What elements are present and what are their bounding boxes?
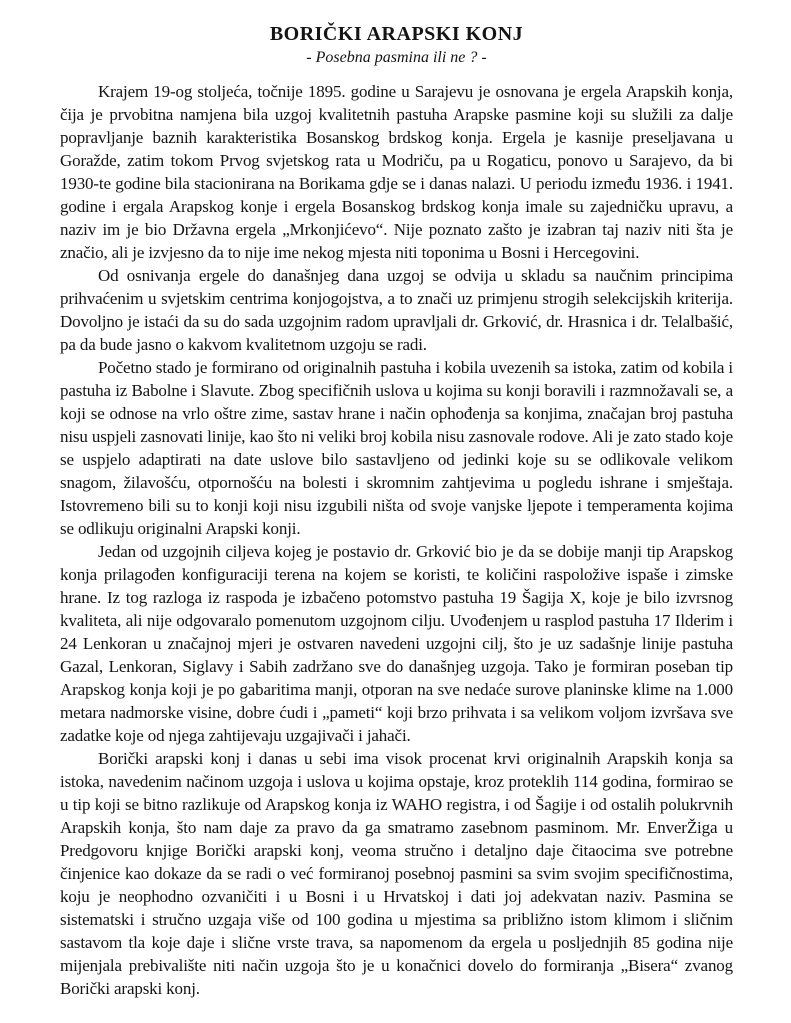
document-body: [60, 80, 733, 1000]
paragraph-1: Krajem 19-og stoljeća, točnije 1895. godine u Sarajevu je osnovana je ergela Arapskih konja, čija je prvobitna namjena bila uzgoj kvalitetnih pastuha Arapske pasmine koji su služili za dalje popravljanje baznih karakteristika Bosanskog brdskog konja. Ergela je kasnije preseljavana u Goražde, zatim tokom Prvog svjetskog rata u Modriču, pa u Rogaticu, ponovo u Sarajevo, da bi 1930-te godine bila stacionirana na Borikama gdje se i danas nalazi. U periodu između 1936. i 1941. godine i ergala Arapskog konje i ergela Bosanskog brdskog konja imale su zajedničku upravu, a naziv im je bio Državna ergela „Mrkonjićevo“. Nije poznato zašto je izabran taj naziv niti šta je značio, ali je izvjesno da to nije ime nekog mjesta niti toponima u Bosni i Hercegovini.: [60, 82, 733, 262]
document-subtitle: - Posebna pasmina ili ne ? -: [306, 49, 487, 66]
paragraph-2: Od osnivanja ergele do današnjeg dana uzgoj se odvija u skladu sa naučnim principima prihvaćenim u svjetskim centrima konjogojstva, a to znači uz primjenu strogih selekcijskih kriterija. Dovoljno je istaći da su do sada uzgojnim radom upravljali dr. Grković, dr. Hrasnica i dr. Telalbašić, pa da bude jasno o kakvom kvalitetnom uzgoju se radi.: [60, 266, 733, 354]
document-title: BORIČKI ARAPSKI KONJ: [269, 23, 524, 45]
paragraph-3: Početno stado je formirano od originalnih pastuha i kobila uvezenih sa istoka, zatim od kobila i pastuha iz Babolne i Slavute. Zbog specifičnih uslova u kojima su konji boravili i razmnožavali se, a koji se odnose na vrlo oštre zime, sastav hrane i način ophođenja sa konjima, značajan broj pastuha nisu uspjeli zasnovati linije, kao što ni veliki broj kobila nisu zasnovale rodove. Ali je zato stado koje se uspjelo adaptirati na date uslove bilo sastavljeno od jedinki koje su se odlikovale velikom snagom, žilavošću, otpornošću na bolesti i skromnim zahtjevima u pogledu ishrane i smještaja. Istovremeno bili su to konji koji nisu izgubili ništa od svoje vanjske ljepote i temperamenta kojima se odlikuju originalni Arapski konji.: [60, 358, 733, 538]
paragraph-4: Jedan od uzgojnih ciljeva kojeg je postavio dr. Grković bio je da se dobije manji tip Arapskog konja prilagođen konfiguraciji terena na kojem se koristi, te količini raspoložive ispaše i zimske hrane. Iz tog razloga iz raspoda je izbačeno potomstvo pastuha 19 Šagija X, koje je bilo izvrsnog kvaliteta, ali nije odgovaralo pomenutom uzgojnom cilju. Uvođenjem u rasplod pastuha 17 Ilderim i 24 Lenkoran u značajnoj mjeri je ostvaren navedeni uzgojni cilj, što je uz sadašnje linije pastuha Gazal, Lenkoran, Siglavy i Sabih zadržano sve do današnjeg uzgoja. Tako je formiran poseban tip Arapskog konja koji je po gabaritima manji, otporan na sve nedaće surove planinske klime na 1.000 metara nadmorske visine, dobre ćudi i „pameti“ koji brzo prihvata i sa velikom voljom izvršava sve zadatke koje od njega zahtijevaju uzgajivači i jahači.: [60, 542, 733, 745]
paragraph-5: Borički arapski konj i danas u sebi ima visok procenat krvi originalnih Arapskih konja sa istoka, navedenim načinom uzgoja i uslova u kojima opstaje, kroz proteklih 114 godina, formirao se u tip koji se bitno razlikuje od Arapskog konja iz WAHO registra, i od Šagije i od ostalih polukrvnih Arapskih konja, što nam daje za pravo da ga smatramo zasebnom pasminom. Mr. EnverŽiga u Predgovoru knjige Borički arapski konj, veoma stručno i detaljno daje čitaocima sve potrebne činjenice kao dokaze da se radi o već formiranoj posebnoj pasmini sa svim svojim specifičnostima, koju je neophodno ozvaničiti i u Bosni i u Hrvatskoj i dati joj adekvatan naziv. Pasmina se sistematski i stručno uzgaja više od 100 godina u mjestima sa približno istom klimom i sličnim sastavom tla koje daje i slične vrste trava, sa napomenom da ergela u posljednjih 85 godina nije mijenjala prebivalište niti način uzgoja što je u konačnici dovelo do formiranja „Bisera“ zvanog Borički arapski konj.: [60, 749, 733, 998]
